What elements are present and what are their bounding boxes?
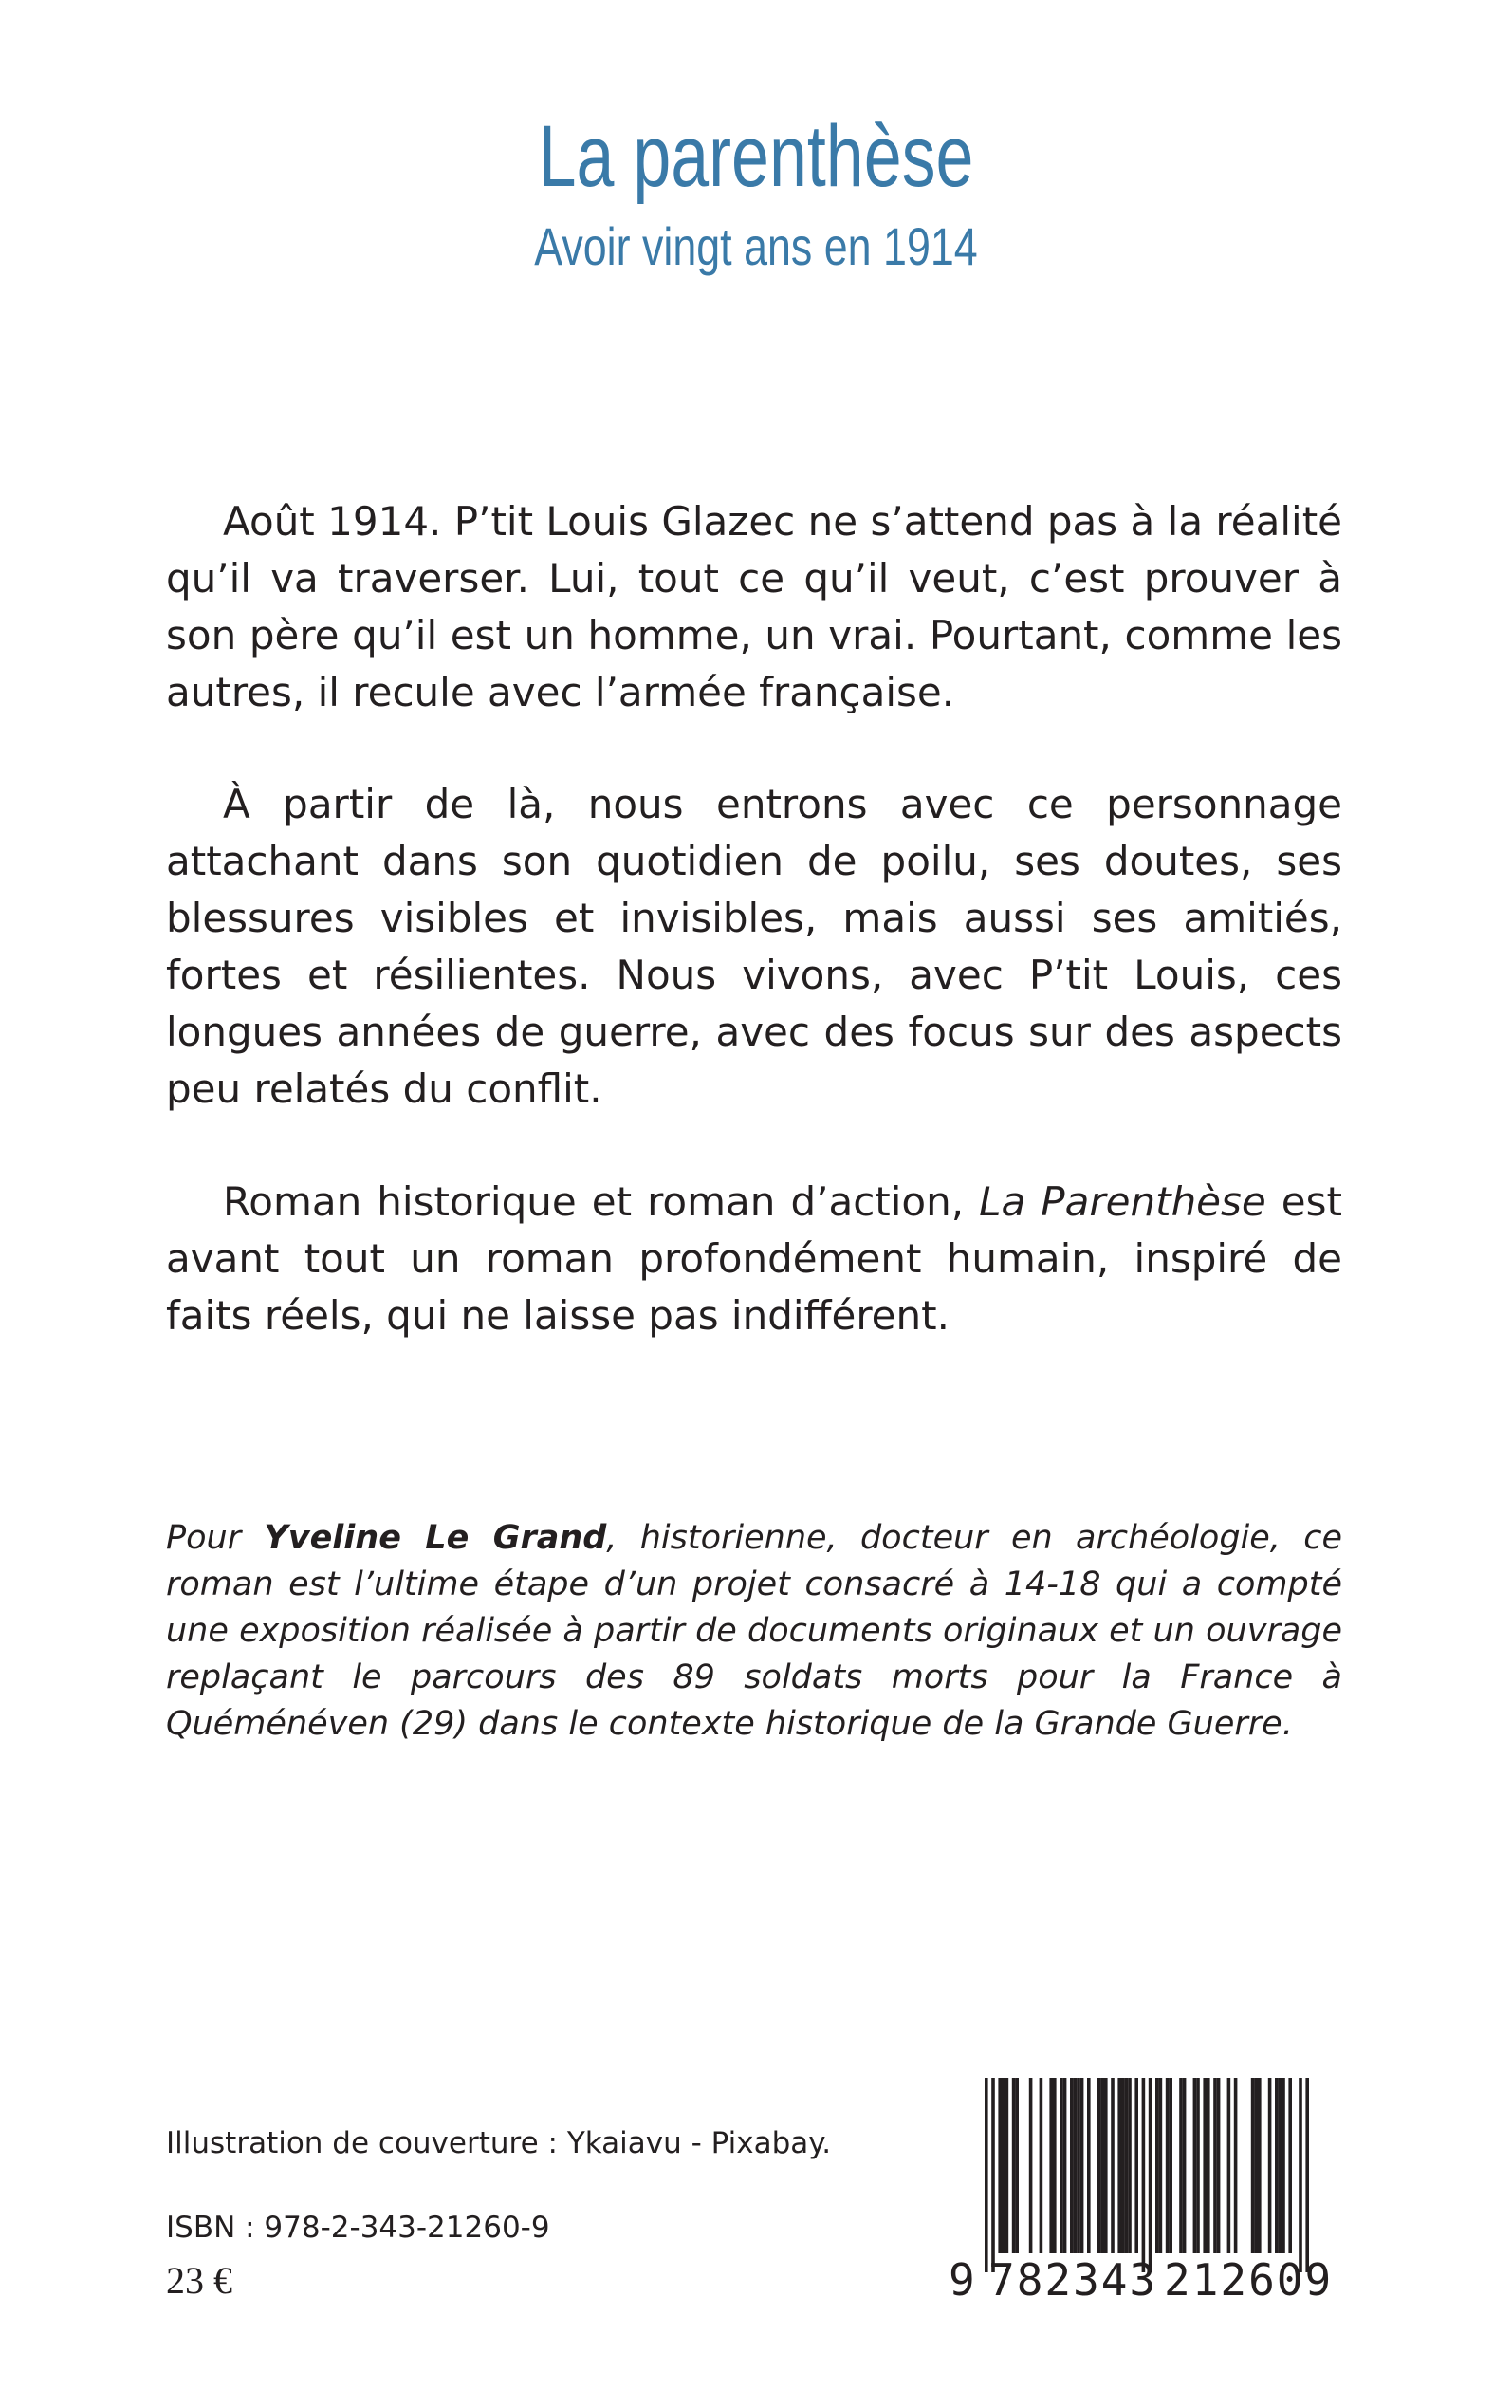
barcode-bar xyxy=(1121,2078,1125,2253)
barcode-bar xyxy=(1268,2078,1272,2253)
barcode-bar xyxy=(1258,2078,1262,2253)
synopsis-p3-after: est avant tout un roman profondément humain, inspiré de faits réels, qui ne laisse pas indifférent. xyxy=(166,1178,1342,1339)
synopsis-paragraph-2-text: À partir de là, nous entrons avec ce personnage attachant dans son quotidien de poilu, ses doutes, ses blessures visibles et invisibles, mais aussi ses amitiés, fortes et résilientes. Nous vivons, avec P’tit Louis, ces longues années de guerre, avec des focus sur des aspects peu relatés du conflit. xyxy=(166,781,1342,1112)
author-name: Yveline Le Grand xyxy=(264,1519,607,1557)
barcode-bar xyxy=(1015,2078,1019,2253)
barcode-bar xyxy=(1183,2078,1187,2253)
author-note xyxy=(166,1515,1342,1748)
barcode-bar xyxy=(1149,2078,1152,2272)
barcode-bar xyxy=(1142,2078,1146,2272)
barcode-bar xyxy=(1012,2078,1016,2253)
barcode-bar xyxy=(1155,2078,1159,2253)
barcode-bar xyxy=(1097,2078,1101,2253)
barcode-bar xyxy=(1087,2078,1091,2253)
barcode-bar xyxy=(1305,2078,1309,2272)
barcode-bar xyxy=(1100,2078,1104,2253)
barcode-bar xyxy=(1159,2078,1163,2253)
book-subtitle: Avoir vingt ans en 1914 xyxy=(534,216,978,276)
barcode-bar xyxy=(1002,2078,1005,2253)
synopsis-p3-before: Roman historique et roman d’action, xyxy=(223,1178,980,1225)
book-title-italic: La Parenthèse xyxy=(979,1178,1266,1225)
barcode-bar xyxy=(1207,2078,1210,2253)
barcode-bar xyxy=(1288,2078,1292,2253)
barcode-bar xyxy=(1117,2078,1121,2253)
synopsis-paragraph-2 xyxy=(166,776,1342,1118)
barcode-bar xyxy=(1080,2078,1084,2253)
author-note-prefix: Pour xyxy=(166,1519,265,1557)
barcode-bar xyxy=(1217,2078,1221,2253)
barcode-bar xyxy=(985,2078,988,2272)
author-note-text xyxy=(166,1515,1342,1748)
barcode-bar xyxy=(1203,2078,1207,2253)
barcode-bar xyxy=(1282,2078,1285,2253)
barcode-bar xyxy=(1254,2078,1258,2253)
barcode-bar xyxy=(1128,2078,1132,2253)
synopsis-paragraph-3 xyxy=(166,1174,1342,1344)
synopsis-paragraph-3-text xyxy=(166,1174,1342,1344)
barcode-bar xyxy=(1279,2078,1282,2253)
barcode-bar xyxy=(1275,2078,1279,2253)
barcode-bar xyxy=(1166,2078,1170,2253)
price-label: 23 € xyxy=(166,2259,232,2302)
barcode-left-digits: 782343 xyxy=(988,2254,1158,2306)
barcode-bar xyxy=(1005,2078,1009,2253)
cover-credit: Illustration de couverture : Ykaiavu - Pixabay. xyxy=(166,2126,832,2160)
barcode-bar xyxy=(1049,2078,1053,2253)
barcode-bar xyxy=(1040,2078,1043,2253)
barcode-bar xyxy=(1179,2078,1183,2253)
barcode-bar xyxy=(1193,2078,1197,2253)
barcode-bar xyxy=(1053,2078,1057,2253)
barcode-bar xyxy=(1251,2078,1255,2253)
barcode-bar xyxy=(1196,2078,1200,2253)
barcode-bar xyxy=(1299,2078,1302,2272)
barcode-first-digit: 9 xyxy=(949,2254,975,2306)
barcode-bar xyxy=(1074,2078,1078,2253)
synopsis-paragraph-1-text: Août 1914. P’tit Louis Glazec ne s’attend pas à la réalité qu’il va traverser. Lui, tout ce qu’il veut, c’est prouver à son père qu’il est un homme, un vrai. Pourtant, comme les autres, il recule avec l’armée française. xyxy=(166,498,1342,715)
synopsis-paragraph-1 xyxy=(166,493,1342,721)
barcode-bar xyxy=(991,2078,995,2272)
barcode-bar xyxy=(1029,2078,1033,2253)
barcode-bar xyxy=(1134,2078,1138,2253)
barcode-bar xyxy=(1125,2078,1129,2253)
barcode-bar xyxy=(1213,2078,1217,2253)
barcode-bar xyxy=(1111,2078,1115,2253)
isbn-label: ISBN : 978-2-343-21260-9 xyxy=(166,2211,550,2245)
barcode-bar xyxy=(998,2078,1002,2253)
author-note-body: , historienne, docteur en archéologie, ce roman est l’ultime étape d’un projet consacré à 14-18 qui a compté une exposition réalisée à partir de documents originaux et un ouvrage replaçant le parcours des 89 soldats morts pour la France à Quéménéven (29) dans le contexte historique de la Grande Guerre. xyxy=(166,1519,1343,1743)
barcode-bar xyxy=(1169,2078,1172,2253)
barcode-right-digits: 212609 xyxy=(1164,2254,1334,2306)
barcode-bar xyxy=(1227,2078,1231,2253)
barcode-bar xyxy=(1077,2078,1080,2253)
barcode-bar xyxy=(1104,2078,1108,2253)
barcode-bar xyxy=(1060,2078,1063,2253)
barcode-bar xyxy=(1234,2078,1238,2253)
barcode-bar xyxy=(1063,2078,1067,2253)
barcode-bar xyxy=(1070,2078,1074,2253)
book-title: La parenthèse xyxy=(538,108,974,205)
